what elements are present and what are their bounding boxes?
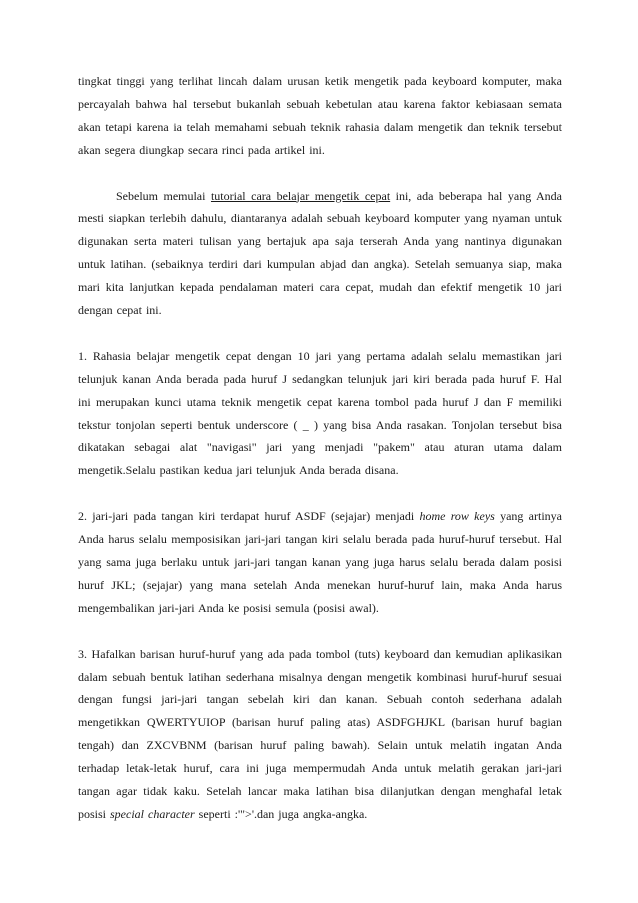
- paragraph-text: Sebelum memulai: [116, 188, 211, 203]
- emphasized-term: special character: [110, 806, 195, 821]
- paragraph-text: 2. jari-jari pada tangan kiri terdapat huruf ASDF (sejajar) menjadi: [78, 509, 420, 524]
- paragraph-text: ini, ada beberapa hal yang Anda mesti siapkan terlebih dahulu, diantaranya adalah sebuah keyboard komputer yang nyaman untuk digunakan serta materi tulisan yang bertajuk apa saja terserah Anda yang nantinya digunakan untuk latihan. (sebaiknya terdiri dari kumpulan abjad dan angka). Setelah semuanya siap, maka mari kita lanjutkan kepada pendalaman materi cara cepat, mudah dan efektif mengetik 10 jari dengan cepat ini.: [78, 188, 563, 318]
- paragraph-intro-continued: tingkat tinggi yang terlihat lincah dalam urusan ketik mengetik pada keyboard komputer, maka percayalah bahwa hal tersebut bukanlah sebuah kebetulan atau karena faktor kebiasaan semata akan tetapi karena ia telah memahami sebuah teknik rahasia dalam mengetik dan teknik tersebut akan segera diungkap secara rinci pada artikel ini.: [78, 74, 562, 157]
- paragraph-tip-1: 1. Rahasia belajar mengetik cepat dengan 10 jari yang pertama adalah selalu memastikan jari telunjuk kanan Anda berada pada huruf J sedangkan telunjuk jari kiri berada pada huruf F. Hal ini merupakan kunci utama teknik mengetik cepat karena tombol pada huruf J dan F memiliki tekstur tonjolan seperti bentuk underscore ( _ ) yang bisa Anda rasakan. Tonjolan tersebut bisa dikatakan sebagai alat "navigasi" jari yang menjadi "pakem" atau aturan utama dalam mengetik.Selalu pastikan kedua jari telunjuk Anda berada disana.: [78, 348, 562, 478]
- paragraph-spacer: [78, 482, 562, 505]
- paragraph-text: 3. Hafalkan barisan huruf-huruf yang ada pada tombol (tuts) keyboard dan kemudian aplikasikan dalam sebuah bentuk latihan sederhana misalnya dengan mengetik kombinasi huruf-huruf sesuai dengan fungsi jari-jari tangan sebelah kiri dan kanan. Sebuah contoh sederhana adalah mengetikkan QWERTYUIOP (barisan huruf paling atas) ASDFGHJKL (barisan huruf bagian tengah) dan ZXCVBNM (barisan huruf paling bawah). Selain untuk melatih ingatan Anda terhadap letak-letak huruf, cara ini juga mempermudah Anda untuk melatih gerakan jari-jari tangan agar tidak kaku. Setelah lancar maka latihan bisa dilanjutkan dengan menghafal letak posisi: [78, 646, 562, 821]
- paragraph-spacer: [78, 620, 562, 643]
- paragraph-tip-2: [78, 505, 562, 620]
- emphasized-term: home row keys: [419, 509, 495, 524]
- paragraph-text: seperti :'">'.dan juga angka-angka.: [194, 806, 368, 821]
- tutorial-link[interactable]: tutorial cara belajar mengetik cepat: [210, 188, 391, 203]
- paragraph-tip-3: [78, 643, 562, 826]
- paragraph-text: yang artinya Anda harus selalu memposisikan jari-jari tangan kiri selalu berada pada huruf-huruf tersebut. Hal yang sama juga berlaku untuk jari-jari tangan kanan yang juga harus selalu berada dalam posisi huruf JKL; (sejajar) yang mana setelah Anda menekan huruf-huruf lain, maka Anda harus mengembalikan jari-jari Anda ke posisi semula (posisi awal).: [78, 509, 562, 615]
- paragraph-preparation: [78, 185, 562, 322]
- paragraph-spacer: [78, 162, 562, 185]
- paragraph-spacer: [78, 322, 562, 345]
